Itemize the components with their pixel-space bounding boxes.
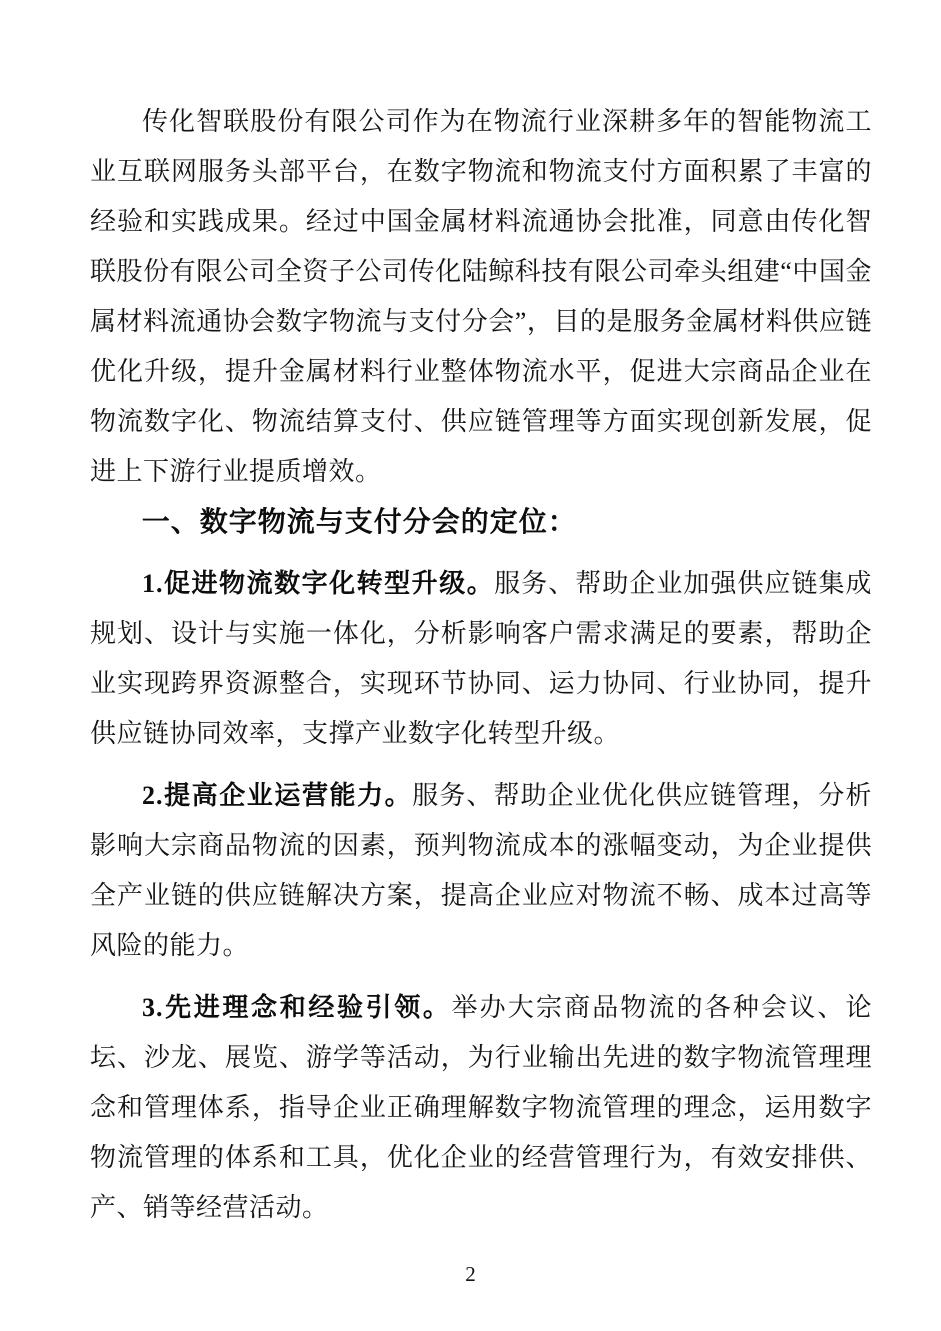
intro-paragraph: 传化智联股份有限公司作为在物流行业深耕多年的智能物流工业互联网服务头部平台，在数字物流和物流支付方面积累了丰富的经验和实践成果。经过中国金属材料流通协会批准，同意由传化智联股份有限公司全资子公司传化陆鲸科技有限公司牵头组建“中国金属材料流通协会数字物流与支付分会”，目的是服务金属材料供应链优化升级，提升金属材料行业整体物流水平，促进大宗商品企业在物流数字化、物流结算支付、供应链管理等方面实现创新发展，促进上下游行业提质增效。: [90, 107, 872, 486]
list-item-1-lead: 1.促进物流数字化转型升级。: [142, 569, 495, 598]
list-item-3-body: 举办大宗商品物流的各种会议、论坛、沙龙、展览、游学等活动，为行业输出先进的数字物流管理理念和管理体系，指导企业正确理解数字物流管理的理念，运用数字物流管理的体系和工具，优化企业的经营管理行为，有效安排供、产、销等经营活动。: [90, 993, 872, 1222]
list-item-2-lead: 2.提高企业运营能力。: [142, 781, 413, 810]
list-item-1: [90, 559, 872, 759]
list-item-3-lead: 3.先进理念和经验引领。: [142, 993, 452, 1022]
list-item-2-body: 服务、帮助企业优化供应链管理，分析影响大宗商品物流的因素，预判物流成本的涨幅变动，为企业提供全产业链的供应链解决方案，提高企业应对物流不畅、成本过高等风险的能力。: [90, 781, 872, 960]
list-item-3: [90, 983, 872, 1233]
list-item-2: [90, 771, 872, 971]
list-item-1-body: 服务、帮助企业加强供应链集成规划、设计与实施一体化，分析影响客户需求满足的要素，帮助企业实现跨界资源整合，实现环节协同、运力协同、行业协同，提升供应链协同效率，支撑产业数字化转型升级。: [90, 569, 872, 748]
section-heading: 一、数字物流与支付分会的定位：: [141, 506, 577, 537]
page-number: 2: [465, 1262, 476, 1286]
